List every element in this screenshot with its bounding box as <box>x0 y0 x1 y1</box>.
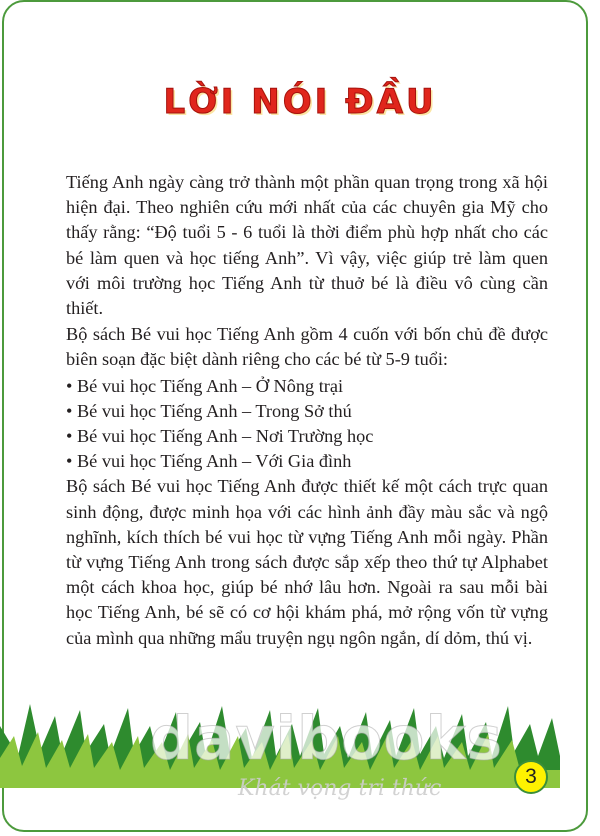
watermark-brand: davibooks <box>150 704 504 774</box>
series-paragraph: Bộ sách Bé vui học Tiếng Anh gồm 4 cuốn với bốn chủ đề được biên soạn đặc biệt dành riêng cho các bé từ 5-9 tuổi: <box>66 324 548 370</box>
bullet-item-family: • Bé vui học Tiếng Anh – Với Gia đình <box>66 451 352 472</box>
bullet-item-zoo: • Bé vui học Tiếng Anh – Trong Sở thú <box>66 400 352 421</box>
page-title: LỜI NÓI ĐẦU <box>163 82 437 122</box>
page-number-badge: 3 <box>514 760 548 794</box>
watermark-slogan: Khát vọng tri thức <box>238 776 442 801</box>
intro-paragraph: Tiếng Anh ngày càng trở thành một phần quan trọng trong xã hội hiện đại. Theo nghiên cứu mới nhất của các chuyên gia Mỹ cho thấy rằng: “Độ tuổi 5 - 6 tuổi là thời điểm phù hợp nhất cho các bé làm quen và học tiếng Anh”. Vì vậy, việc giúp trẻ làm quen với môi trường học Tiếng Anh từ thuở bé là điều vô cùng cần thiết. <box>66 172 548 319</box>
bullet-item-farm: • Bé vui học Tiếng Anh – Ở Nông trại <box>66 375 344 396</box>
bullet-item-school: • Bé vui học Tiếng Anh – Nơi Trường học <box>66 426 374 447</box>
preface-body <box>66 170 548 652</box>
closing-paragraph: Bộ sách Bé vui học Tiếng Anh được thiết kế một cách trực quan sinh động, được minh họa với các hình ảnh đầy màu sắc và ngộ nghĩnh, kích thích bé vui học từ vựng Tiếng Anh mỗi ngày. Phần từ vựng Tiếng Anh trong sách được sắp xếp theo thứ tự Alphabet một cách khoa học, giúp bé nhớ lâu hơn. Ngoài ra sau mỗi bài học Tiếng Anh, bé sẽ có cơ hội khám phá, mở rộng vốn từ vựng của mình qua những mẩu truyện ngụ ngôn ngắn, dí dỏm, thú vị. <box>66 476 548 648</box>
